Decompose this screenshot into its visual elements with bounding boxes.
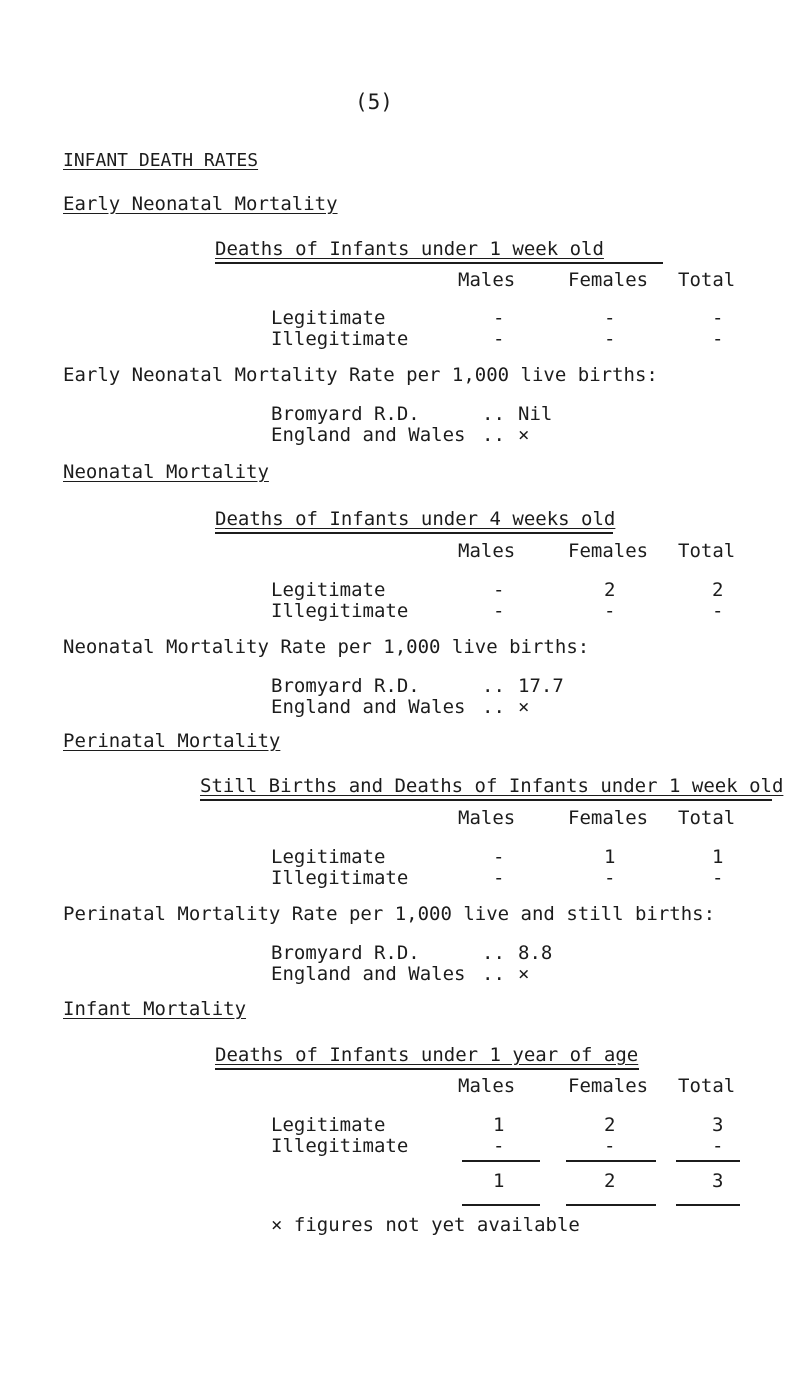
total-rule-bottom <box>462 1204 540 1206</box>
total-rule-bottom <box>566 1204 656 1206</box>
cell-illegit-total: - <box>712 867 724 889</box>
cell-legit-females: - <box>604 307 616 329</box>
section-heading-infant: Infant Mortality <box>63 998 247 1020</box>
cell-illegit-females: - <box>604 328 616 350</box>
rate-dots: .. <box>482 696 505 718</box>
total-rule-top <box>462 1160 540 1162</box>
col-header-total: Total <box>678 1075 736 1097</box>
cell-illegit-females: - <box>604 1135 616 1157</box>
rate-value-england-wales: × <box>518 963 530 985</box>
row-label-illegitimate: Illegitimate <box>271 600 409 622</box>
total-rule-top <box>676 1160 740 1162</box>
row-label-illegitimate: Illegitimate <box>271 328 409 350</box>
cell-legit-females: 1 <box>604 846 616 868</box>
section-heading-neonatal: Neonatal Mortality <box>63 461 269 483</box>
footnote: × figures not yet available <box>271 1214 580 1236</box>
cell-illegit-females: - <box>604 600 616 622</box>
rate-area-bromyard: Bromyard R.D. <box>271 942 420 964</box>
rate-value-bromyard: 8.8 <box>518 942 553 964</box>
rate-dots: .. <box>482 403 505 425</box>
cell-illegit-total: - <box>712 1135 724 1157</box>
page-number: (5) <box>355 90 393 114</box>
rate-area-bromyard: Bromyard R.D. <box>271 675 420 697</box>
col-header-females: Females <box>568 807 649 829</box>
section-heading-perinatal: Perinatal Mortality <box>63 730 281 752</box>
row-label-legitimate: Legitimate <box>271 579 386 601</box>
rate-dots: .. <box>482 424 505 446</box>
col-header-males: Males <box>458 807 516 829</box>
page-title: INFANT DEATH RATES <box>63 150 259 171</box>
subheading-early-neonatal: Deaths of Infants under 1 week old <box>215 238 604 260</box>
rate-area-england-wales: England and Wales <box>271 696 466 718</box>
row-label-legitimate: Legitimate <box>271 846 386 868</box>
cell-legit-males: 1 <box>493 1114 505 1136</box>
rate-area-england-wales: England and Wales <box>271 963 466 985</box>
total-females: 2 <box>604 1170 616 1192</box>
cell-legit-males: - <box>493 846 505 868</box>
rate-area-bromyard: Bromyard R.D. <box>271 403 420 425</box>
row-label-legitimate: Legitimate <box>271 307 386 329</box>
cell-illegit-males: - <box>493 1135 505 1157</box>
cell-illegit-males: - <box>493 328 505 350</box>
cell-legit-total: 2 <box>712 579 724 601</box>
cell-illegit-males: - <box>493 600 505 622</box>
cell-legit-males: - <box>493 579 505 601</box>
subheading-rule <box>215 1068 639 1070</box>
subheading-rule <box>200 799 772 801</box>
rate-dots: .. <box>482 675 505 697</box>
col-header-males: Males <box>458 1075 516 1097</box>
cell-illegit-females: - <box>604 867 616 889</box>
col-header-females: Females <box>568 1075 649 1097</box>
cell-illegit-males: - <box>493 867 505 889</box>
rate-dots: .. <box>482 963 505 985</box>
col-header-total: Total <box>678 807 736 829</box>
col-header-males: Males <box>458 269 516 291</box>
cell-legit-total: 3 <box>712 1114 724 1136</box>
rate-label: Perinatal Mortality Rate per 1,000 live and still births: <box>63 903 716 925</box>
total-males: 1 <box>493 1170 505 1192</box>
row-label-legitimate: Legitimate <box>271 1114 386 1136</box>
total-rule-top <box>566 1160 656 1162</box>
subheading-rule <box>215 262 663 264</box>
row-label-illegitimate: Illegitimate <box>271 1135 409 1157</box>
rate-value-bromyard: Nil <box>518 403 553 425</box>
total-rule-bottom <box>676 1204 740 1206</box>
cell-legit-total: 1 <box>712 846 724 868</box>
subheading-perinatal: Still Births and Deaths of Infants under 1 week old <box>200 775 784 797</box>
rate-label: Neonatal Mortality Rate per 1,000 live births: <box>63 636 590 658</box>
cell-legit-females: 2 <box>604 1114 616 1136</box>
rate-area-england-wales: England and Wales <box>271 424 466 446</box>
col-header-males: Males <box>458 540 516 562</box>
rate-value-england-wales: × <box>518 696 530 718</box>
cell-illegit-total: - <box>712 328 724 350</box>
cell-legit-males: - <box>493 307 505 329</box>
col-header-total: Total <box>678 540 736 562</box>
col-header-females: Females <box>568 540 649 562</box>
total-total: 3 <box>712 1170 724 1192</box>
subheading-infant: Deaths of Infants under 1 year of age <box>215 1044 639 1066</box>
col-header-females: Females <box>568 269 649 291</box>
cell-legit-females: 2 <box>604 579 616 601</box>
row-label-illegitimate: Illegitimate <box>271 867 409 889</box>
rate-dots: .. <box>482 942 505 964</box>
subheading-neonatal: Deaths of Infants under 4 weeks old <box>215 508 616 530</box>
rate-value-england-wales: × <box>518 424 530 446</box>
rate-value-bromyard: 17.7 <box>518 675 564 697</box>
cell-legit-total: - <box>712 307 724 329</box>
cell-illegit-total: - <box>712 600 724 622</box>
rate-label: Early Neonatal Mortality Rate per 1,000 live births: <box>63 364 658 386</box>
subheading-rule <box>215 532 613 534</box>
section-heading-early-neonatal: Early Neonatal Mortality <box>63 193 338 215</box>
col-header-total: Total <box>678 269 736 291</box>
